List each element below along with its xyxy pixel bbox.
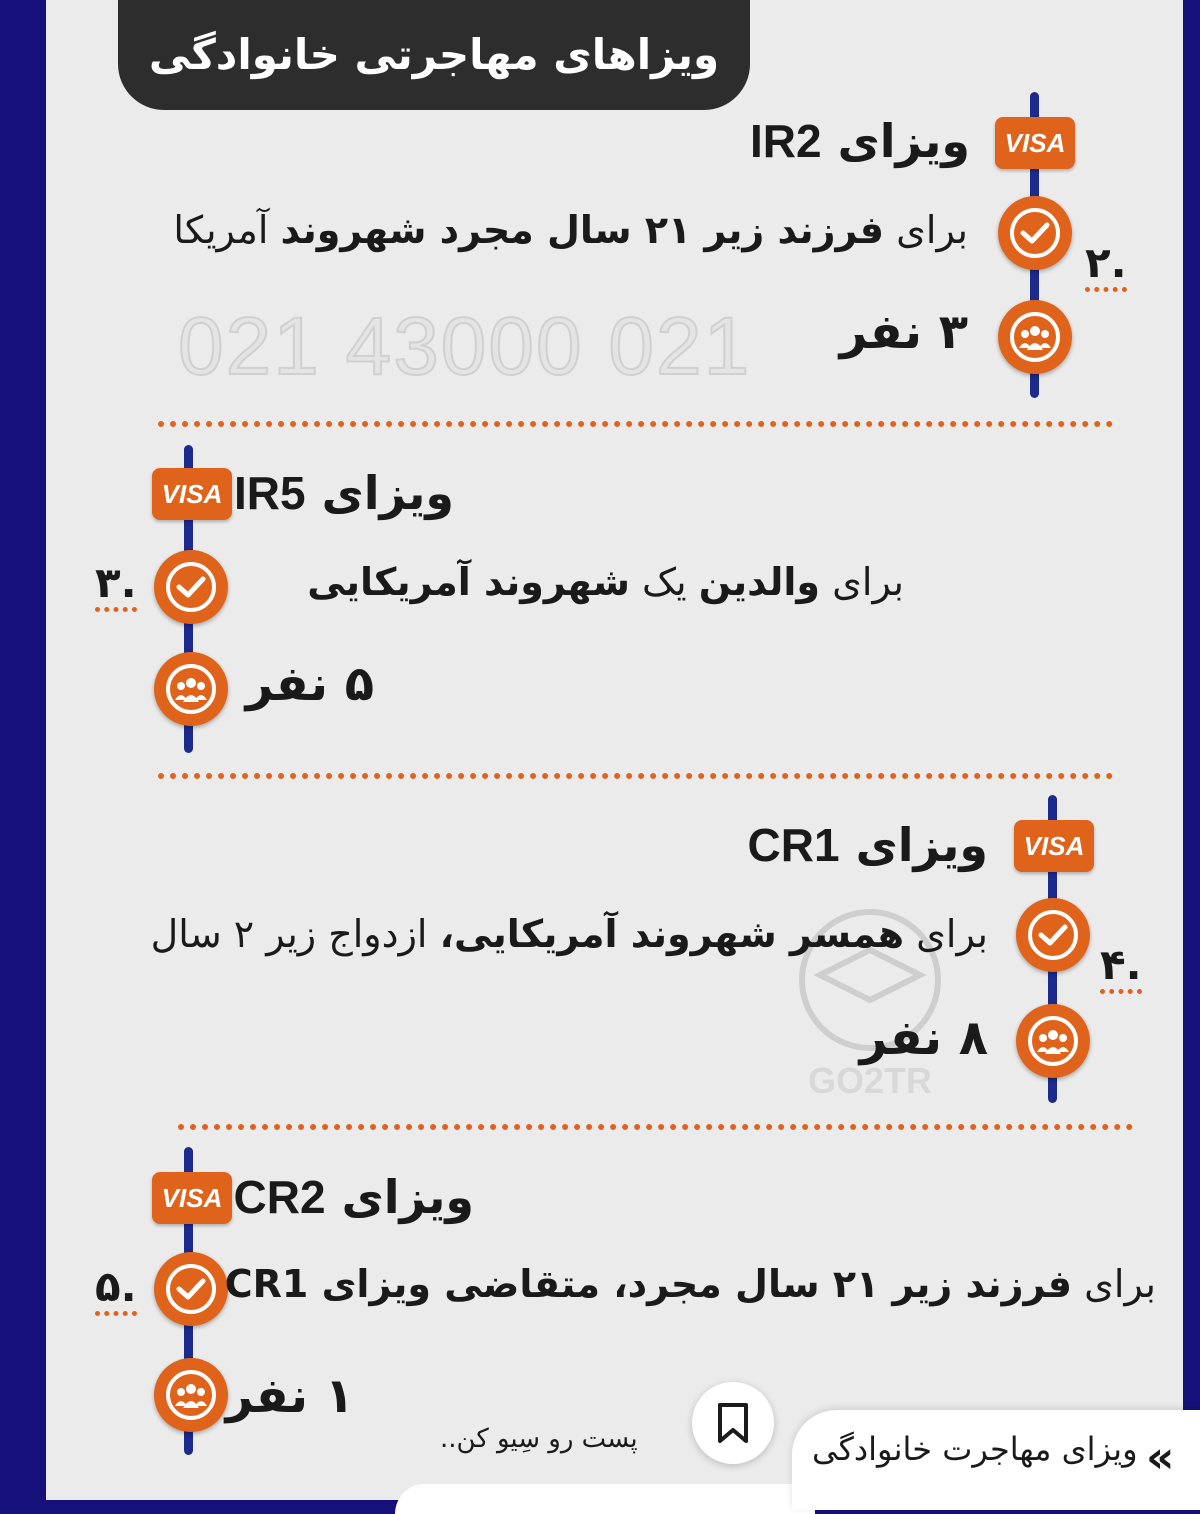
phone-watermark: 021 43000 021 xyxy=(178,301,752,392)
double-chevron-left-icon[interactable]: « xyxy=(1146,1432,1175,1483)
logo-watermark-text: GO2TR xyxy=(807,1060,932,1101)
check-circle-icon xyxy=(154,550,228,624)
section-5-description: برای فرزند زیر ۲۱ سال مجرد، متقاضی ویزای CR1 xyxy=(224,1262,1156,1306)
section-4-count: ۸ نفر xyxy=(859,1010,988,1066)
section-3-count: ۵ نفر xyxy=(245,656,374,712)
visa-badge-icon: VISA xyxy=(152,1172,232,1224)
people-group-icon xyxy=(154,1358,228,1432)
visa-badge-icon: VISA xyxy=(1014,820,1094,872)
bookmark-icon xyxy=(716,1402,750,1444)
people-group-icon xyxy=(1016,1004,1090,1078)
section-4-description: برای همسر شهروند آمریکایی، ازدواج زیر ۲ سال xyxy=(150,912,988,956)
visa-badge-icon: VISA xyxy=(995,117,1075,169)
section-2-number: ۲. xyxy=(1085,238,1127,287)
divider xyxy=(158,773,1113,779)
section-3-code: IR5 xyxy=(233,467,306,519)
section-2-title xyxy=(750,114,970,168)
section-3-number: ۳. xyxy=(95,558,137,607)
section-5-title xyxy=(234,1170,474,1224)
section-4-title xyxy=(748,818,988,872)
section-3-description: برای والدین یک شهروند آمریکایی xyxy=(307,560,904,604)
bottom-strip xyxy=(395,1484,815,1514)
footer-bar-label: ویزای مهاجرت خانوادگی xyxy=(812,1430,1138,1468)
visa-badge-icon: VISA xyxy=(152,468,232,520)
section-4-title-prefix: ویزای xyxy=(855,818,988,872)
section-2-code: IR2 xyxy=(749,115,822,167)
divider xyxy=(158,421,1113,427)
save-button[interactable] xyxy=(692,1382,774,1464)
section-4-number: ۴. xyxy=(1100,940,1142,989)
check-circle-icon xyxy=(1016,898,1090,972)
section-3-title-prefix: ویزای xyxy=(321,466,454,520)
section-5-count: ۱ نفر xyxy=(225,1368,354,1424)
section-3-title xyxy=(234,466,454,520)
divider xyxy=(178,1124,1133,1130)
section-5-title-prefix: ویزای xyxy=(341,1170,474,1224)
check-circle-icon xyxy=(154,1252,228,1326)
section-2-title-prefix: ویزای xyxy=(837,114,970,168)
section-4-code: CR1 xyxy=(747,819,840,871)
people-group-icon xyxy=(154,652,228,726)
section-2-count: ۳ نفر xyxy=(839,304,968,360)
section-5-number: ۵. xyxy=(95,1262,137,1311)
section-2-description: برای فرزند زیر ۲۱ سال مجرد شهروند آمریکا xyxy=(173,208,968,252)
check-circle-icon xyxy=(998,196,1072,270)
page-header xyxy=(118,0,750,110)
section-5-code: CR2 xyxy=(233,1171,326,1223)
page-title: ویزاهای مهاجرتی خانوادگی xyxy=(148,29,720,79)
save-hint-text: پست رو سِیو کن.. xyxy=(440,1424,638,1454)
people-group-icon xyxy=(998,300,1072,374)
